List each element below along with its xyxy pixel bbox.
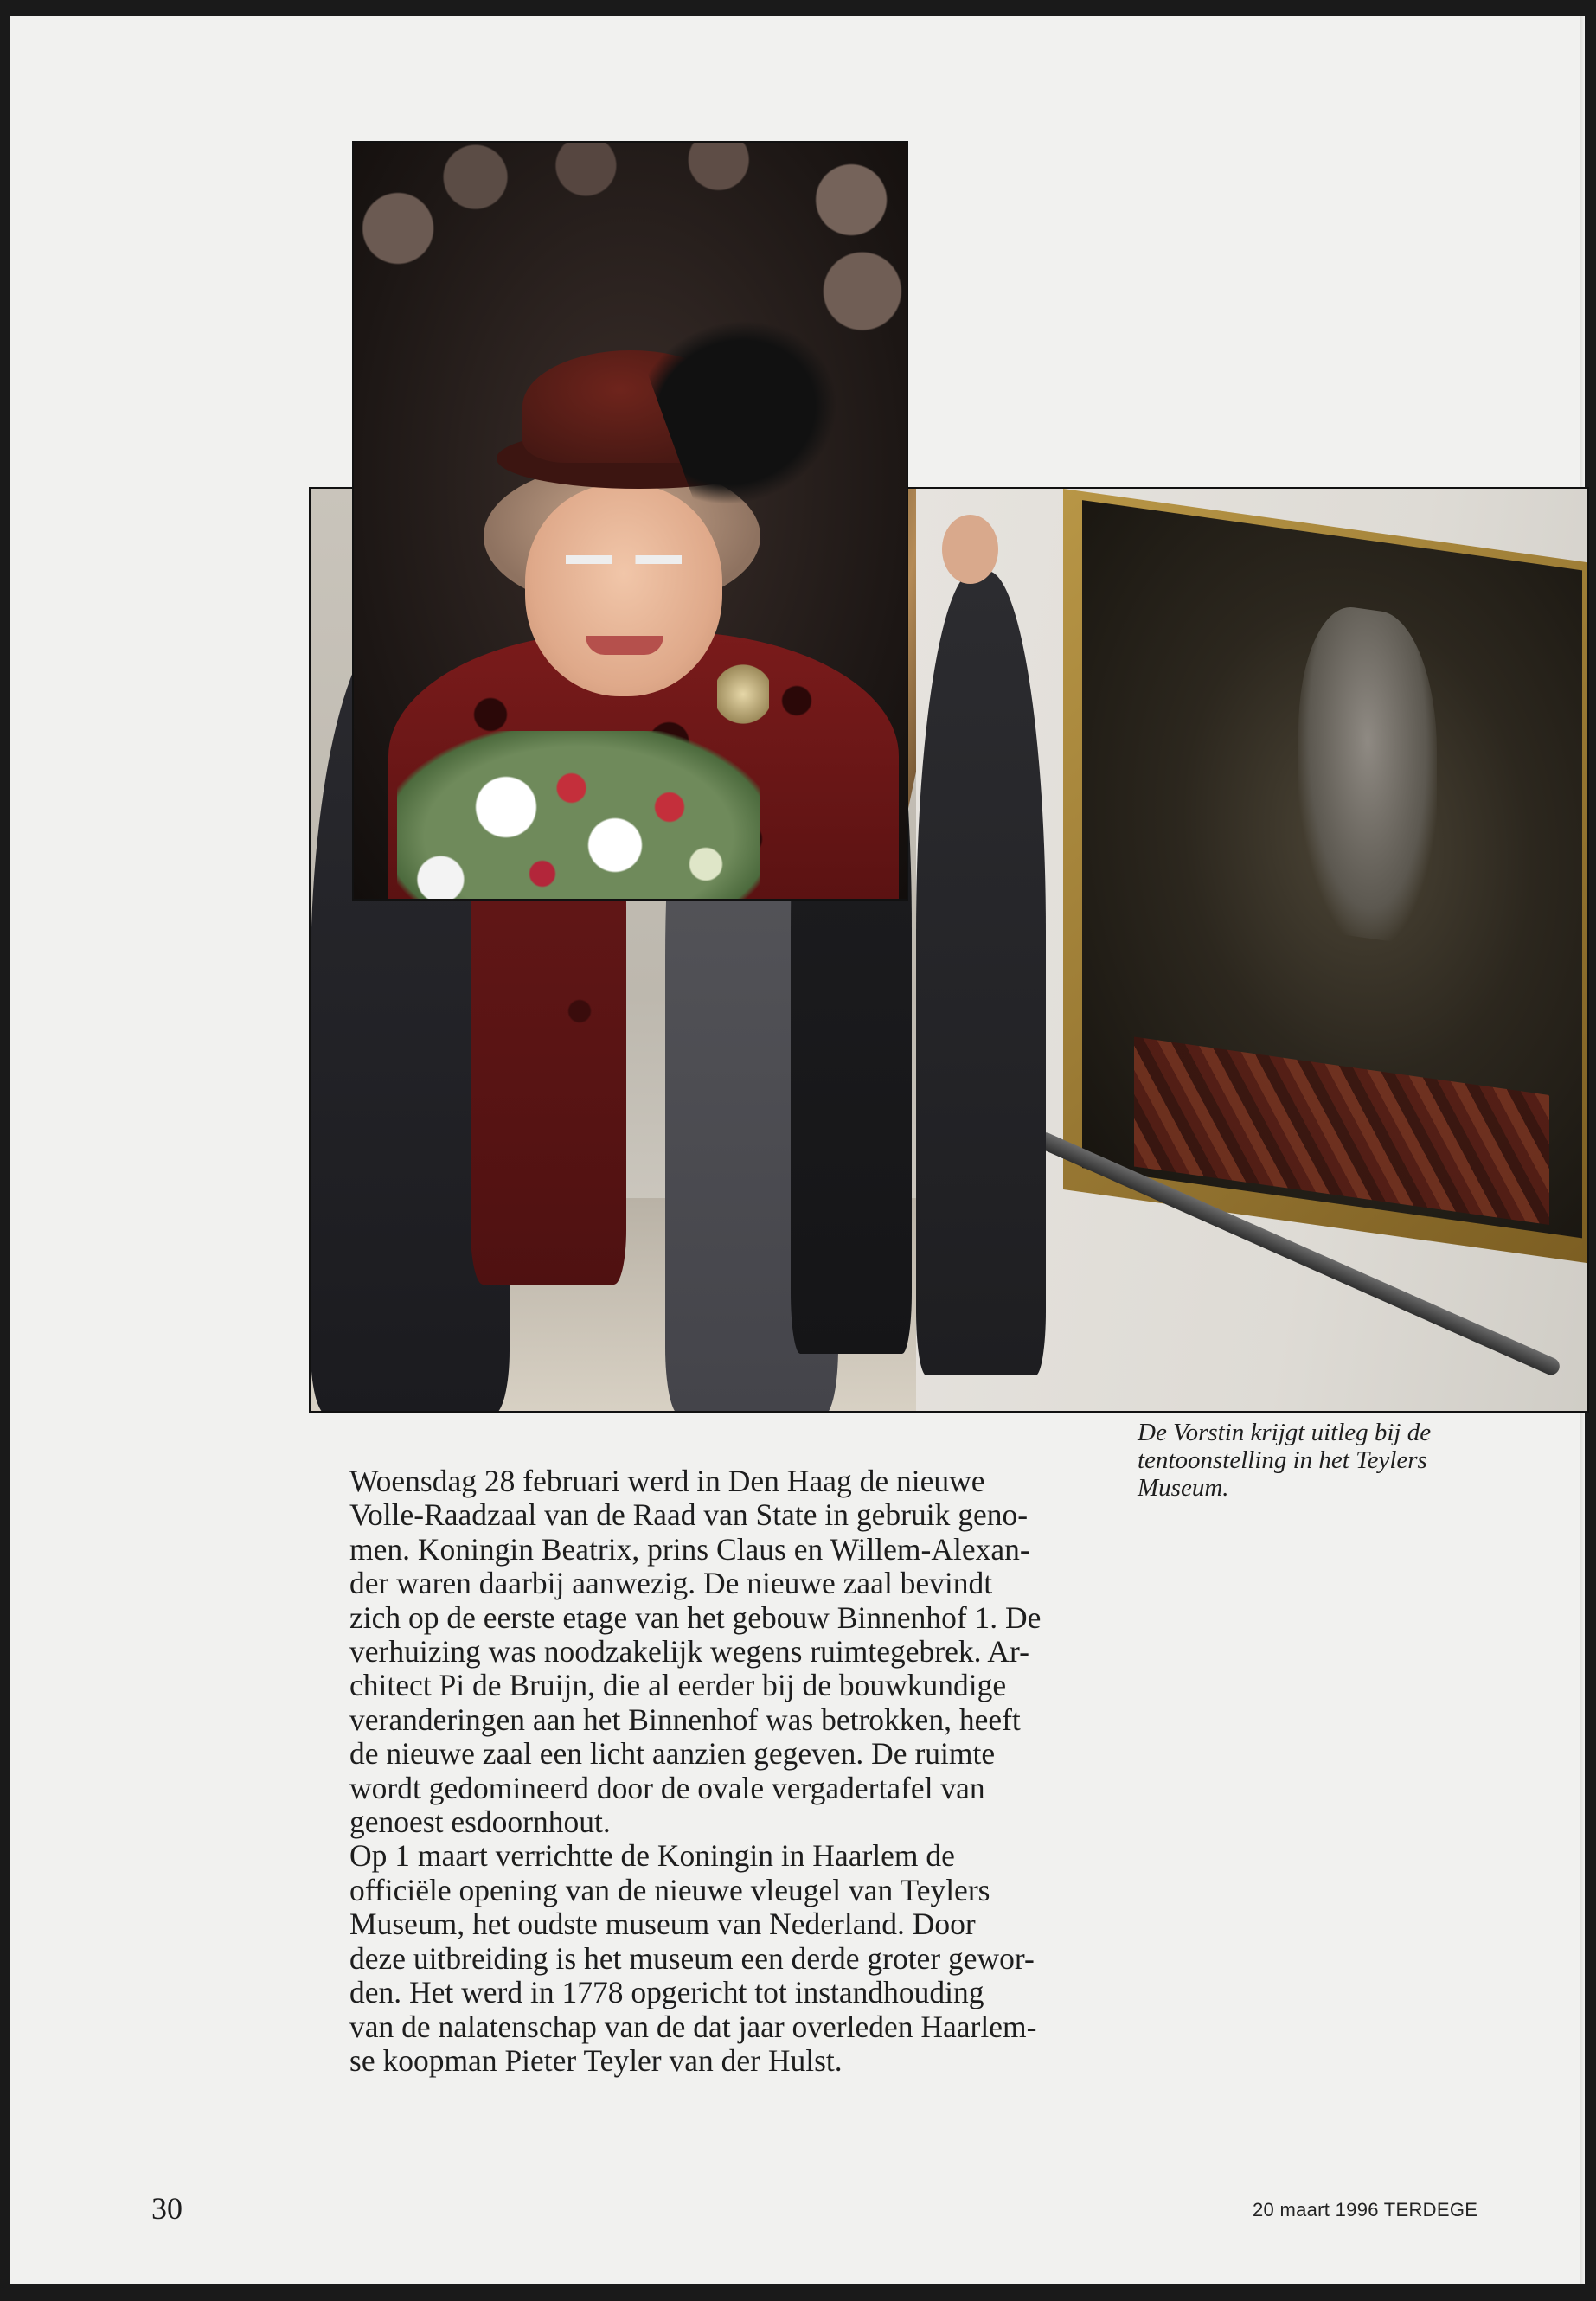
article-line: genoest esdoornhout. xyxy=(349,1804,611,1840)
article-line: den. Het werd in 1778 opgericht tot instandhouding xyxy=(349,1975,984,2010)
article-line: Woensdag 28 februari werd in Den Haag de nieuwe xyxy=(349,1464,985,1498)
caption-line: tentoonstelling in het Teylers xyxy=(1138,1446,1427,1474)
painting-carpet xyxy=(1134,1037,1549,1225)
head-man-right xyxy=(942,515,998,584)
flower-bouquet xyxy=(397,731,760,901)
framed-painting xyxy=(1063,489,1589,1264)
man-hand-on-chin xyxy=(916,571,1046,1375)
article-line: van de nalatenschap van de dat jaar overleden Haarlem- xyxy=(349,2009,1037,2044)
painting-canvas xyxy=(1082,500,1582,1238)
brooch xyxy=(717,662,769,727)
face xyxy=(525,484,722,696)
magazine-page xyxy=(10,16,1585,2284)
article-body xyxy=(349,1465,1111,2078)
article-line: officiële opening van de nieuwe vleugel van Teylers xyxy=(349,1872,990,1907)
smile xyxy=(586,636,663,655)
article-line: verhuizing was noodzakelijk wegens ruimtegebrek. Ar- xyxy=(349,1634,1029,1670)
article-line: der waren daarbij aanwezig. De nieuwe zaal bevindt xyxy=(349,1566,993,1601)
article-line: Volle-Raadzaal van de Raad van State in gebruik geno- xyxy=(349,1497,1029,1533)
painting-figure xyxy=(1298,599,1437,947)
issue-footer: 20 maart 1996 TERDEGE xyxy=(1253,2199,1478,2221)
article-line: veranderingen aan het Binnenhof was betrokken, heeft xyxy=(349,1702,1021,1737)
eyes xyxy=(551,555,696,564)
queen-portrait-photo xyxy=(352,141,908,901)
article-line: zich op de eerste etage van het gebouw Binnenhof 1. De xyxy=(349,1599,1042,1635)
article-line: chitect Pi de Bruijn, die al eerder bij de bouwkundige xyxy=(349,1668,1007,1703)
caption-line: De Vorstin krijgt uitleg bij de xyxy=(1138,1419,1432,1446)
photo-caption xyxy=(1138,1419,1501,1502)
caption-line: Museum. xyxy=(1138,1474,1229,1502)
article-line: Museum, het oudste museum van Nederland. Door xyxy=(349,1907,976,1942)
article-line: Op 1 maart verrichtte de Koningin in Haarlem de xyxy=(349,1838,955,1874)
article-line: deze uitbreiding is het museum een derde groter gewor- xyxy=(349,1940,1035,1976)
article-line: men. Koningin Beatrix, prins Claus en Willem-Alexan- xyxy=(349,1531,1030,1567)
page-number: 30 xyxy=(151,2191,183,2226)
article-line: de nieuwe zaal een licht aanzien gegeven. De ruimte xyxy=(349,1736,996,1772)
article-line: se koopman Pieter Teyler van der Hulst. xyxy=(349,2042,843,2078)
article-line: wordt gedomineerd door de ovale vergadertafel van xyxy=(349,1770,985,1805)
